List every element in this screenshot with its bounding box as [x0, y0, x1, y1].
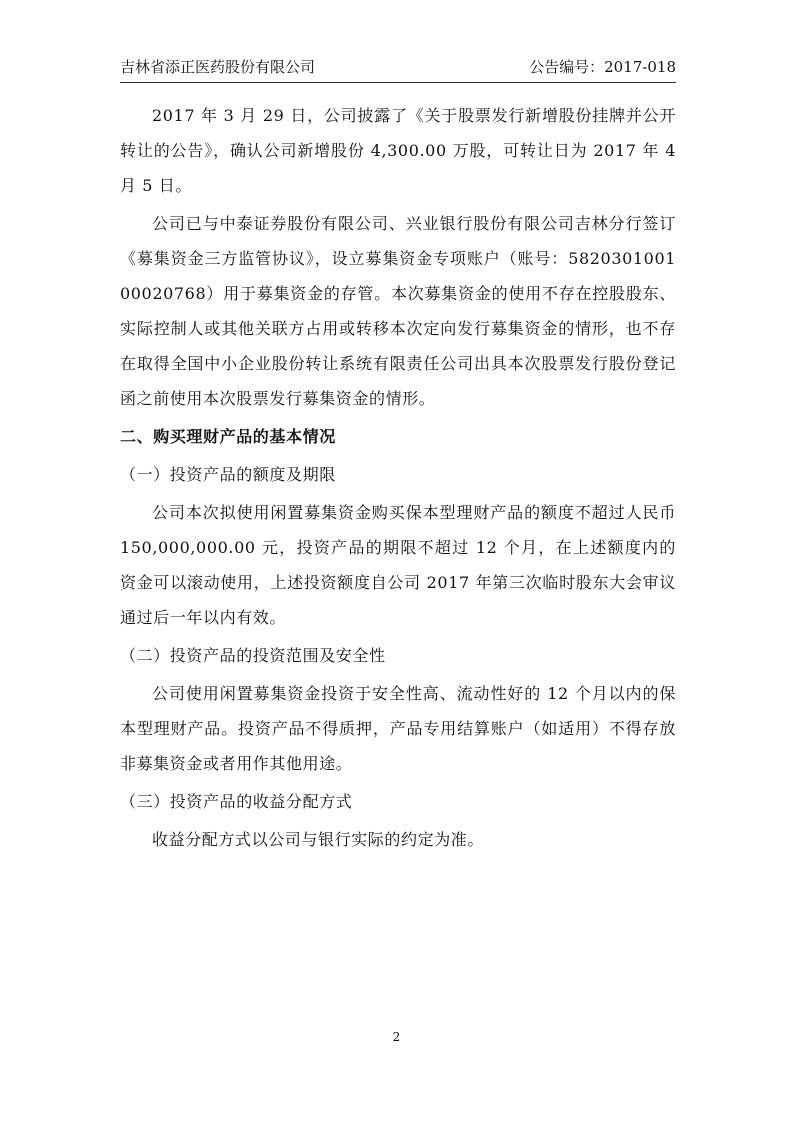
paragraph-amount-term: 公司本次拟使用闲置募集资金购买保本型理财产品的额度不超过人民币 150,000,000.00 元，投资产品的期限不超过 12 个月，在上述额度内的资金可以滚动使用，上述投资额度自公司 2017 年第三次临时股东大会审议通过后一年以内有效。	[120, 503, 676, 627]
paragraph-scope-safety: 公司使用闲置募集资金投资于安全性高、流动性好的 12 个月以内的保本型理财产品。投资产品不得质押，产品专用结算账户（如适用）不得存放非募集资金或者用作其他用途。	[120, 684, 676, 773]
section-title-wealth-products: 二、购买理财产品的基本情况	[120, 427, 336, 446]
paragraph-fund-supervision: 公司已与中泰证券股份有限公司、兴业银行股份有限公司吉林分行签订《募集资金三方监管协议》，设立募集资金专项账户（账号：582030100100020768）用于募集资金的存管。本次募集资金的使用不存在控股股东、实际控制人或其他关联方占用或转移本次定向发行募集资金的情形，也不存在取得全国中小企业股份转让系统有限责任公司出具本次股票发行股份登记函之前使用本次股票发行募集资金的情形。	[120, 214, 676, 408]
paragraph-listing-disclosure: 2017 年 3 月 29 日，公司披露了《关于股票发行新增股份挂牌并公开转让的公告》，确认公司新增股份 4,300.00 万股，可转让日为 2017 年 4 月 5 日。	[120, 106, 676, 195]
page-number: 2	[392, 1030, 401, 1044]
paragraph-income-distribution: 收益分配方式以公司与银行实际的约定为准。	[152, 830, 485, 849]
company-name: 吉林省添正医药股份有限公司	[120, 58, 316, 76]
document-body	[120, 98, 676, 860]
subsection-title-income-distribution: （三）投资产品的收益分配方式	[120, 792, 353, 811]
subsection-title-scope-safety: （二）投资产品的投资范围及安全性	[120, 646, 386, 665]
subsection-title-amount-term: （一）投资产品的额度及期限	[120, 465, 336, 484]
header-divider	[120, 82, 676, 83]
announcement-number: 公告编号：2017-018	[529, 58, 676, 76]
page-header	[120, 54, 676, 80]
